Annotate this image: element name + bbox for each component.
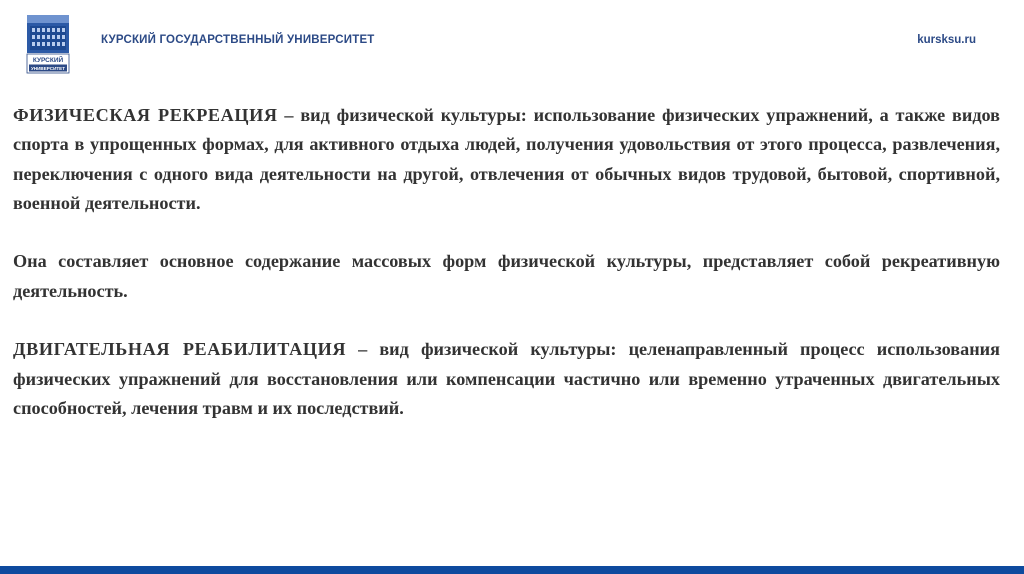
- logo-text-line2: УНИВЕРСИТЕТ: [30, 66, 66, 71]
- footer-bar: [0, 566, 1024, 574]
- mass-forms-text: Она составляет основное содержание массовых форм физической культуры, представляет собой рекреативную деятельность.: [13, 251, 1000, 301]
- definition-motor-rehabilitation: – вид физической культуры: целенаправленный процесс использования физических упражнений для восстановления или компенсации частично или временно утраченных двигательных способностей, лечения травм и их последствий.: [13, 339, 1000, 418]
- paragraph-physical-recreation: [13, 101, 1000, 218]
- term-motor-rehabilitation: ДВИГАТЕЛЬНАЯ РЕАБИЛИТАЦИЯ: [13, 339, 347, 360]
- paragraph-mass-forms: [13, 247, 1000, 306]
- definition-physical-recreation: – вид физической культуры: использование физических упражнений, а также видов спорта в упрощенных формах, для активного отдыха людей, получения удовольствия от этого процесса, развлечения, переключения с одного вида деятельности на другой, отвлечения от обычных видов трудовой, бытовой, спортивной, военной деятельности.: [13, 105, 1000, 213]
- logo-text-line1: КУРСКИЙ: [32, 57, 64, 64]
- slide-content: [13, 101, 1000, 423]
- header: [0, 0, 1024, 84]
- term-physical-recreation: ФИЗИЧЕСКАЯ РЕКРЕАЦИЯ: [13, 105, 278, 125]
- paragraph-motor-rehabilitation: [13, 335, 1000, 423]
- university-logo-icon: [26, 14, 70, 74]
- site-url[interactable]: kursksu.ru: [917, 34, 976, 46]
- org-name: КУРСКИЙ ГОСУДАРСТВЕННЫЙ УНИВЕРСИТЕТ: [101, 34, 375, 46]
